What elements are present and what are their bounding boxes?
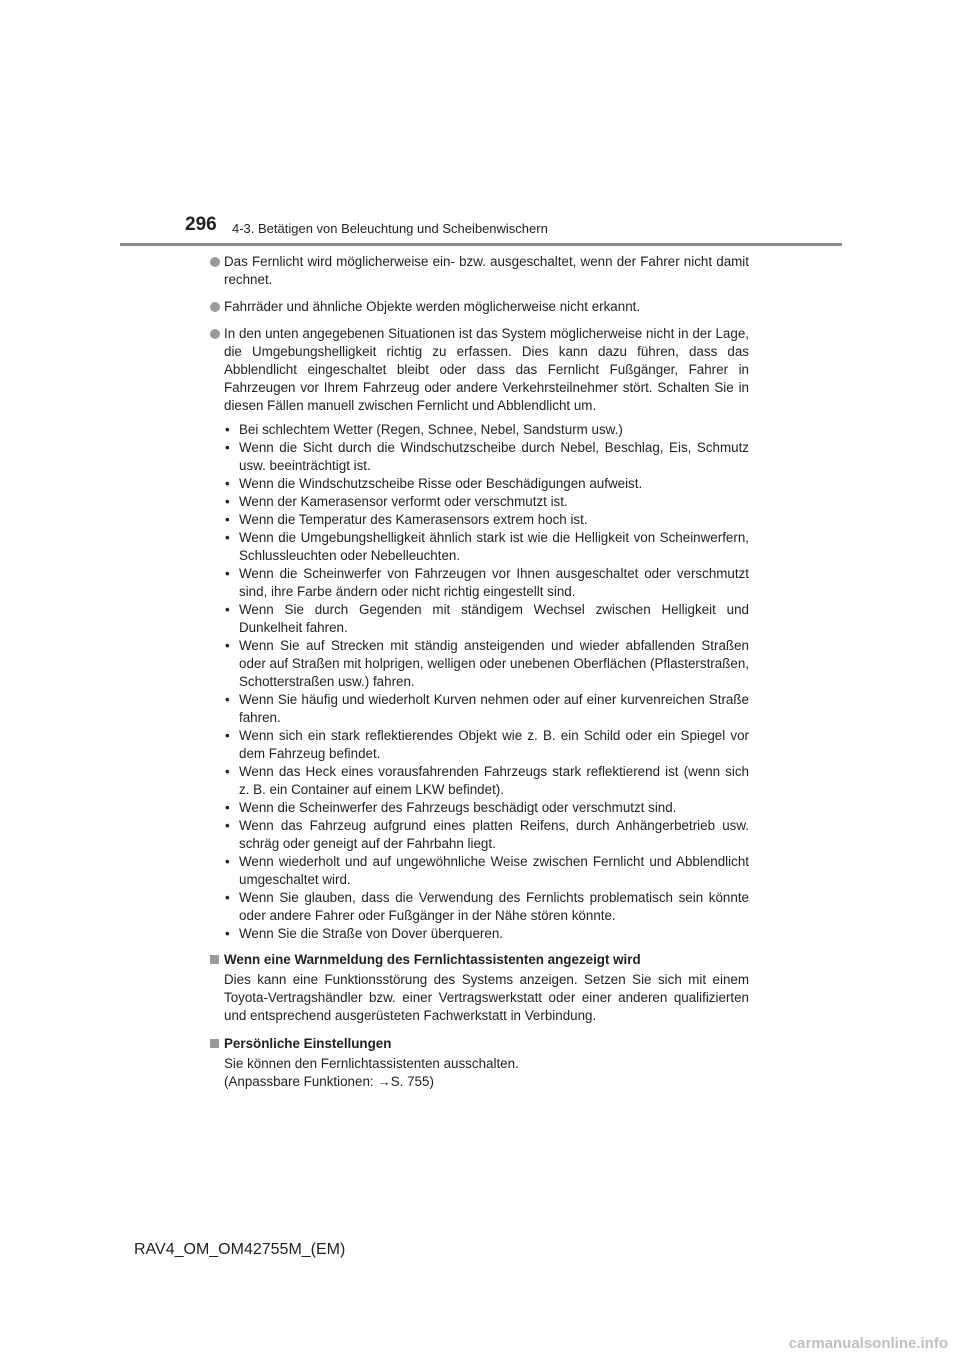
- list-mark: •: [225, 494, 230, 509]
- section-title: 4-3. Betätigen von Beleuchtung und Scheibenwischern: [232, 221, 548, 236]
- list-item: [224, 637, 749, 691]
- bullet-text: Fahrräder und ähnliche Objekte werden möglicherweise nicht erkannt.: [224, 299, 641, 314]
- list-item: [224, 493, 749, 511]
- situation-list: [224, 421, 749, 943]
- bullet-dot-icon: [210, 302, 220, 312]
- list-item-text: Wenn Sie durch Gegenden mit ständigem Wechsel zwischen Helligkeit und Dunkelheit fahren.: [239, 602, 749, 635]
- list-mark: •: [225, 602, 230, 617]
- list-mark: •: [225, 926, 230, 941]
- bullet-item: [209, 253, 749, 289]
- settings-line: Sie können den Fernlichtassistenten ausschalten.: [224, 1056, 519, 1071]
- square-bullet-icon: [210, 955, 219, 964]
- bullet-item: [209, 325, 749, 415]
- list-mark: •: [225, 764, 230, 779]
- content: [209, 253, 749, 1091]
- square-bullet-icon: [210, 1039, 219, 1048]
- list-mark: •: [225, 818, 230, 833]
- list-item-text: Wenn das Fahrzeug aufgrund eines platten Reifens, durch Anhängerbetrieb usw. schräg oder geneigt auf der Fahrbahn liegt.: [239, 818, 749, 851]
- bullet-text: In den unten angegebenen Situationen ist das System möglicherweise nicht in der Lage, die Umgebungshelligkeit richtig zu erfassen. Dies kann dazu führen, dass das Abblendlicht eingeschaltet bleibt oder dass das Fernlicht Fußgänger, Fahrer in Fahrzeugen vor Ihrem Fahrzeug oder andere Verkehrsteilnehmer stört. Schalten Sie in diesen Fällen manuell zwischen Fernlicht und Abblendlicht um.: [224, 326, 749, 413]
- list-item-text: Wenn das Heck eines vorausfahrenden Fahrzeugs stark reflektierend ist (wenn sich z. B. ein Container auf einem LKW befindet).: [239, 764, 749, 797]
- list-item-text: Wenn Sie die Straße von Dover überqueren.: [239, 926, 503, 941]
- settings-reference-link[interactable]: (Anpassbare Funktionen: →S. 755): [224, 1074, 434, 1089]
- list-item: [224, 817, 749, 853]
- list-item: [224, 889, 749, 925]
- list-item: [224, 727, 749, 763]
- list-mark: •: [225, 890, 230, 905]
- bullet-text: Das Fernlicht wird möglicherweise ein- bzw. ausgeschaltet, wenn der Fahrer nicht damit rechnet.: [224, 254, 749, 287]
- list-mark: •: [225, 512, 230, 527]
- list-item-text: Wenn die Scheinwerfer des Fahrzeugs beschädigt oder verschmutzt sind.: [239, 800, 677, 815]
- settings-heading-text: Persönliche Einstellungen: [224, 1036, 392, 1051]
- bullet-dot-icon: [210, 329, 220, 339]
- list-item: [224, 763, 749, 799]
- list-mark: •: [225, 728, 230, 743]
- list-item-text: Wenn Sie glauben, dass die Verwendung des Fernlichts problematisch sein könnte oder andere Fahrer oder Fußgänger in der Nähe stören könnte.: [239, 890, 749, 923]
- list-item-text: Wenn wiederholt und auf ungewöhnliche Weise zwischen Fernlicht und Abblendlicht umgeschaltet wird.: [239, 854, 749, 887]
- settings-heading: [209, 1035, 749, 1053]
- list-item: [224, 925, 749, 943]
- list-item: [224, 853, 749, 889]
- list-item: [224, 799, 749, 817]
- list-mark: •: [225, 566, 230, 581]
- list-item-text: Wenn Sie häufig und wiederholt Kurven nehmen oder auf einer kurvenreichen Straße fahren.: [239, 692, 749, 725]
- list-item: [224, 475, 749, 493]
- list-item: [224, 601, 749, 637]
- list-item-text: Wenn Sie auf Strecken mit ständig ansteigenden und wieder abfallenden Straßen oder auf Straßen mit holprigen, welligen oder unebenen Oberflächen (Pflasterstraßen, Schotterstraßen usw.) fahren.: [239, 638, 749, 689]
- list-item-text: Wenn die Temperatur des Kamerasensors extrem hoch ist.: [239, 512, 588, 527]
- list-item-text: Wenn die Windschutzscheibe Risse oder Beschädigungen aufweist.: [239, 476, 643, 491]
- list-item: [224, 565, 749, 601]
- list-item: [224, 421, 749, 439]
- list-item: [224, 511, 749, 529]
- list-item-text: Wenn die Sicht durch die Windschutzscheibe durch Nebel, Beschlag, Eis, Schmutz usw. beeinträchtigt ist.: [239, 440, 749, 473]
- bullet-item: [209, 298, 749, 316]
- list-item-text: Wenn die Umgebungshelligkeit ähnlich stark ist wie die Helligkeit von Scheinwerfern, Schlussleuchten oder Nebelleuchten.: [239, 530, 749, 563]
- list-mark: •: [225, 800, 230, 815]
- warning-heading-text: Wenn eine Warnmeldung des Fernlichtassistenten angezeigt wird: [224, 952, 641, 967]
- list-item-text: Wenn der Kamerasensor verformt oder verschmutzt ist.: [239, 494, 568, 509]
- warning-heading: [209, 951, 749, 969]
- watermark: carmanualsonline.info: [788, 1335, 948, 1352]
- list-item-text: Wenn die Scheinwerfer von Fahrzeugen vor Ihnen ausgeschaltet oder verschmutzt sind, ihre Farbe ändern oder nicht richtig eingestellt sind.: [239, 566, 749, 599]
- warning-paragraph: Dies kann eine Funktionsstörung des Systems anzeigen. Setzen Sie sich mit einem Toyota-Vertragshändler bzw. einer Vertragswerkstatt oder einer anderen qualifizierten und entsprechend ausgerüsteten Fachwerkstatt in Verbindung.: [224, 972, 749, 1023]
- list-mark: •: [225, 638, 230, 653]
- list-item-text: Wenn sich ein stark reflektierendes Objekt wie z. B. ein Schild oder ein Spiegel vor dem Fahrzeug befindet.: [239, 728, 749, 761]
- list-mark: •: [225, 476, 230, 491]
- list-mark: •: [225, 440, 230, 455]
- list-item: [224, 529, 749, 565]
- bullet-dot-icon: [210, 257, 220, 267]
- footer-doc-code: RAV4_OM_OM42755M_(EM): [134, 1241, 346, 1258]
- header-rule: [120, 243, 842, 246]
- list-mark: •: [225, 422, 230, 437]
- list-item: [224, 691, 749, 727]
- list-mark: •: [225, 530, 230, 545]
- list-mark: •: [225, 692, 230, 707]
- page-number: 296: [185, 214, 217, 235]
- list-item-text: Bei schlechtem Wetter (Regen, Schnee, Nebel, Sandsturm usw.): [239, 422, 623, 437]
- list-item: [224, 439, 749, 475]
- list-mark: •: [225, 854, 230, 869]
